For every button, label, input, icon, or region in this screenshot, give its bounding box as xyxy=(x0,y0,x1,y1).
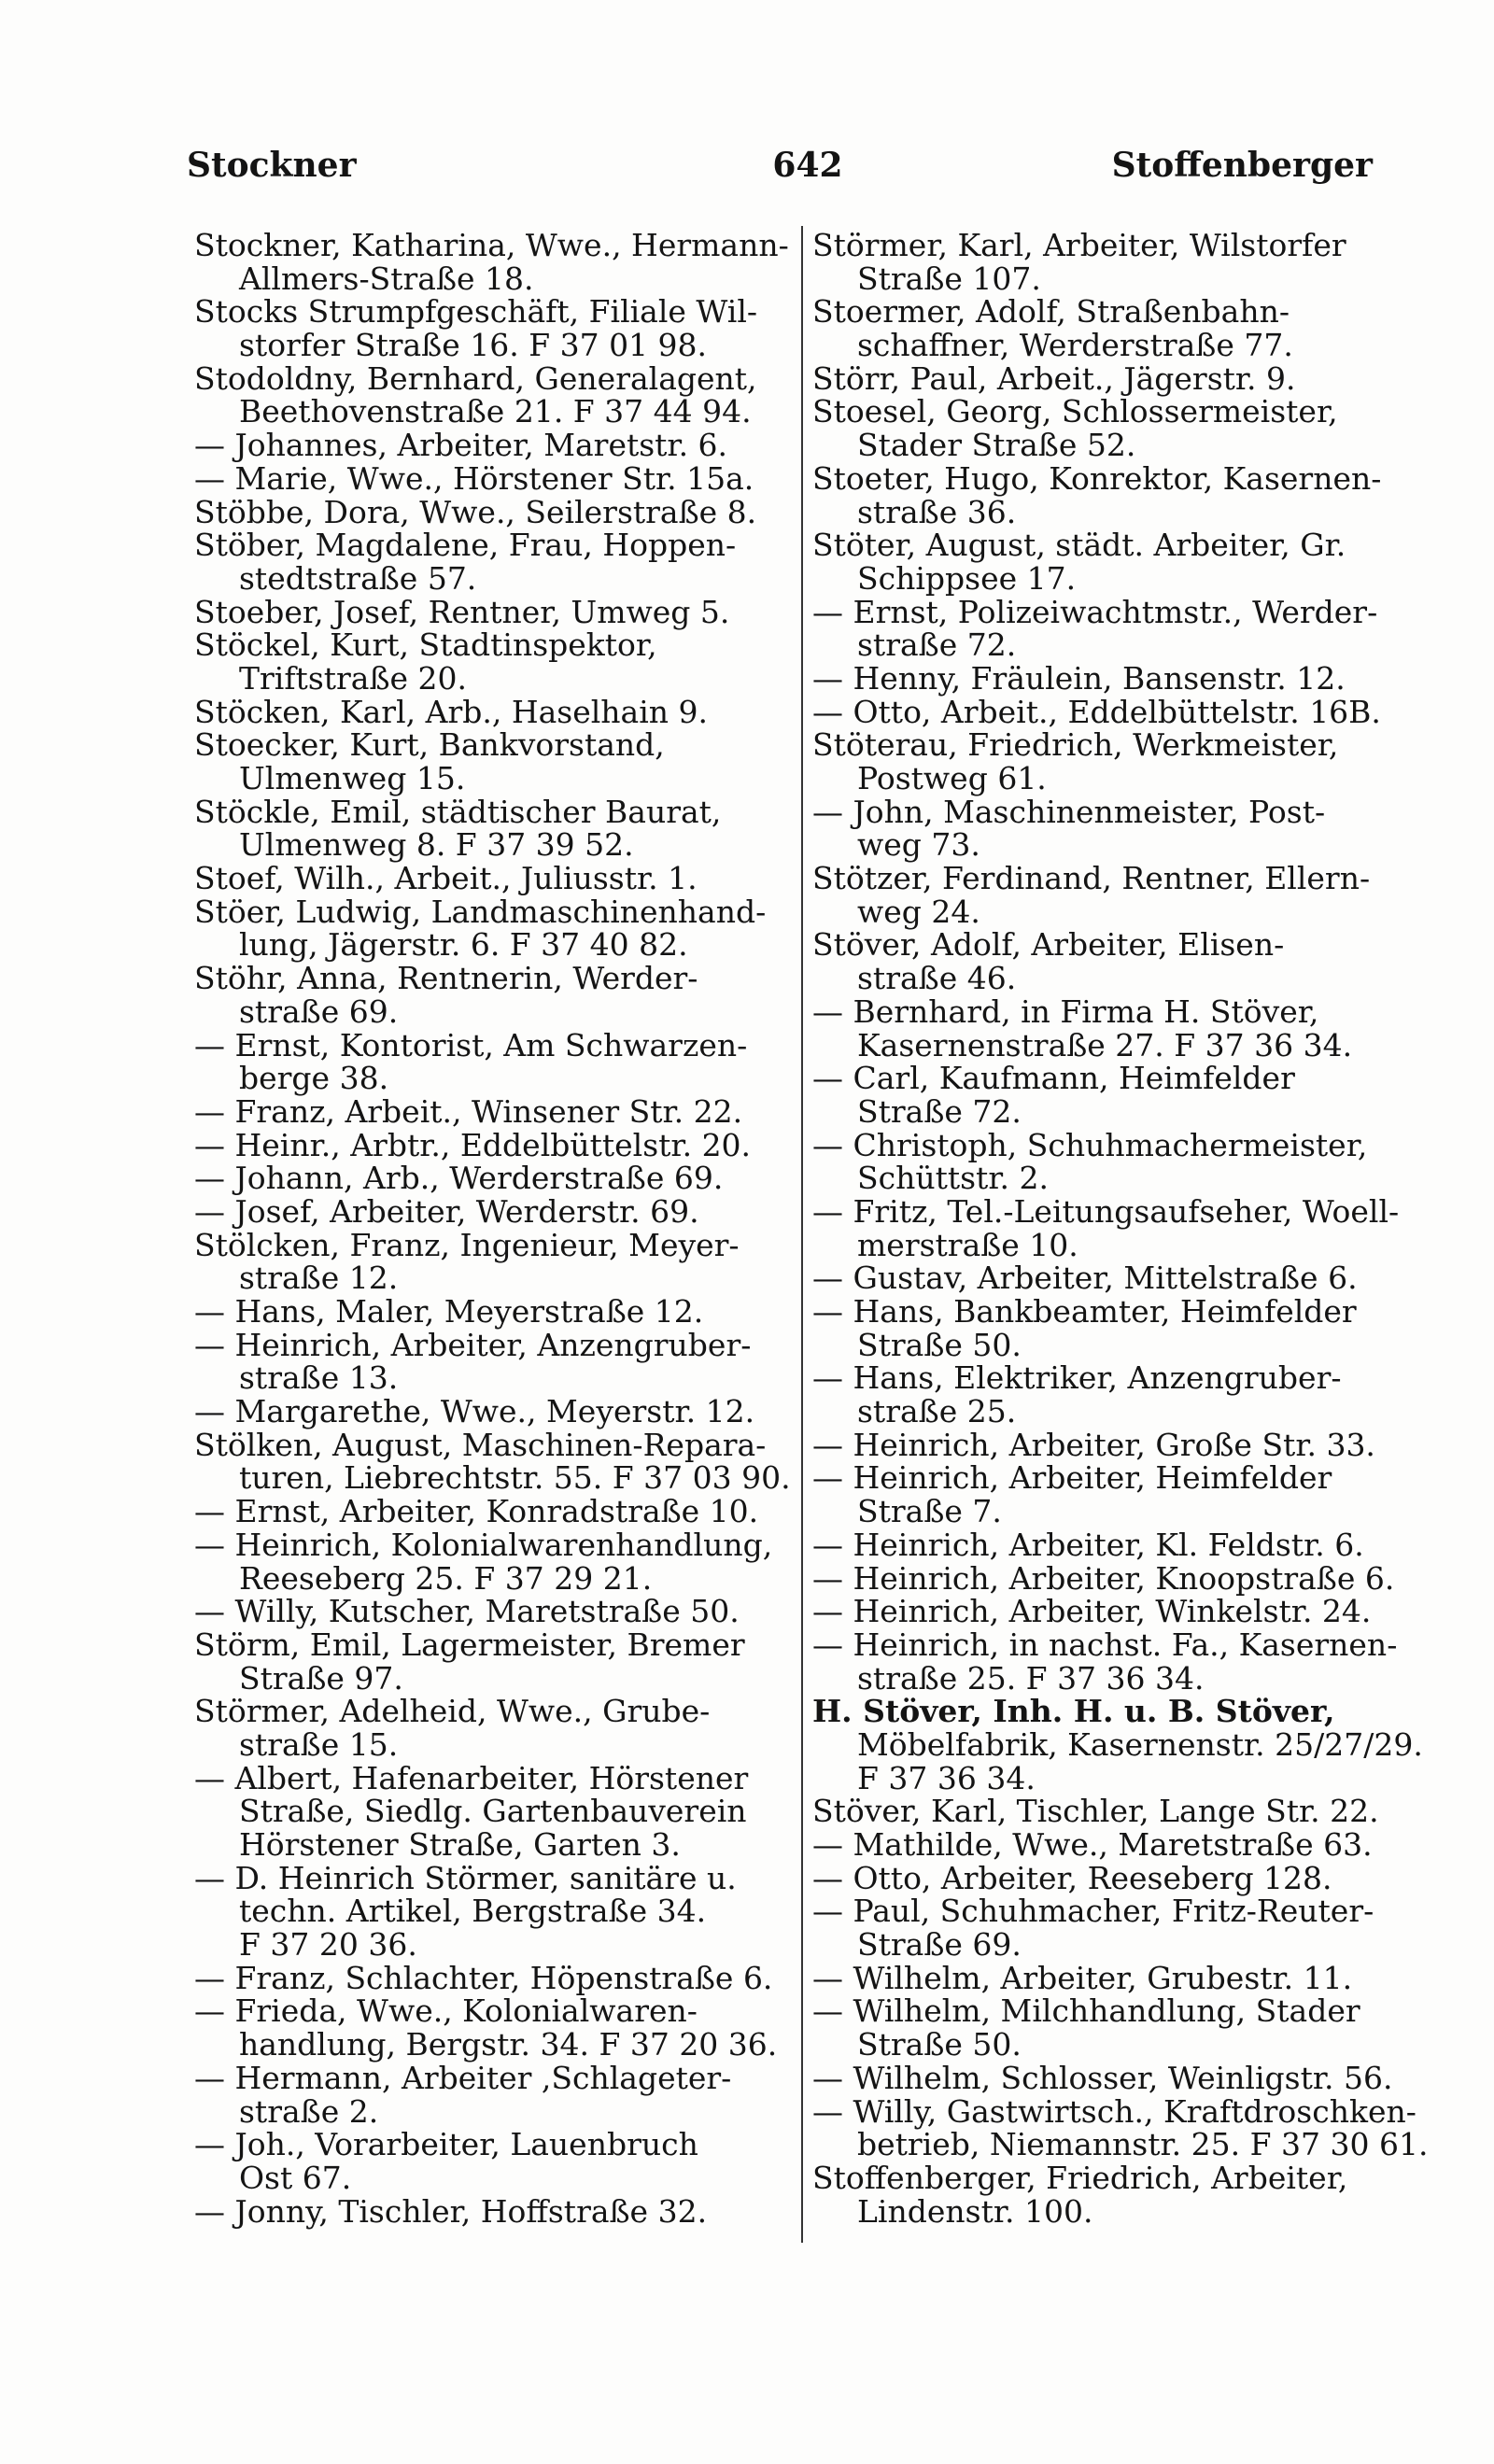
entry-continuation-line: Straße 72. xyxy=(857,1092,1022,1130)
entry-continuation-line: techn. Artikel, Bergstraße 34. xyxy=(239,1893,707,1930)
directory-entry-line: Stöbbe, Dora, Wwe., Seilerstraße 8. xyxy=(194,493,757,530)
entry-continuation-line: schaffner, Werderstraße 77. xyxy=(857,327,1293,364)
entry-continuation-line: straße 72. xyxy=(857,627,1017,664)
directory-entry-line: — Ernst, Polizeiwachtmstr., Werder- xyxy=(812,593,1378,630)
directory-entry-line: — Heinrich, Arbeiter, Winkelstr. 24. xyxy=(812,1593,1372,1630)
directory-entry-line: — Christoph, Schuhmachermeister, xyxy=(812,1126,1368,1163)
directory-entry-line: — John, Maschinenmeister, Post- xyxy=(812,793,1326,830)
directory-entry-line: — Bernhard, in Firma H. Stöver, xyxy=(812,993,1319,1030)
directory-entry-line: Stoeter, Hugo, Konrektor, Kasernen- xyxy=(812,459,1382,497)
entry-continuation-line: Ulmenweg 15. xyxy=(239,760,466,796)
entry-continuation-line: Stader Straße 52. xyxy=(857,427,1136,464)
entry-continuation-line: F 37 36 34. xyxy=(857,1759,1036,1796)
entry-continuation-line: turen, Liebrechtstr. 55. F 37 03 90. xyxy=(239,1459,791,1497)
directory-entry-line: — Joh., Vorarbeiter, Lauenbruch xyxy=(194,2126,698,2163)
directory-entry-line: — Heinrich, Arbeiter, Knoopstraße 6. xyxy=(812,1559,1395,1597)
directory-entry-line: — Hans, Bankbeamter, Heimfelder xyxy=(812,1293,1357,1330)
entry-continuation-line: Hörstener Straße, Garten 3. xyxy=(239,1826,681,1863)
directory-entry-line: — Hermann, Arbeiter ,Schlageter- xyxy=(194,2059,732,2096)
directory-entry-line: Stötzer, Ferdinand, Rentner, Ellern- xyxy=(812,860,1371,897)
directory-entry-line: Stöcken, Karl, Arb., Haselhain 9. xyxy=(194,693,708,730)
entry-continuation-line: Postweg 61. xyxy=(857,760,1047,796)
directory-entry-line: Stoef, Wilh., Arbeit., Juliusstr. 1. xyxy=(194,860,698,897)
directory-entry-line: — Wilhelm, Schlosser, Weinligstr. 56. xyxy=(812,2059,1393,2096)
directory-entry-line: — Hans, Elektriker, Anzengruber- xyxy=(812,1359,1342,1397)
directory-entry-line: Stoffenberger, Friedrich, Arbeiter, xyxy=(812,2159,1348,2196)
page-header xyxy=(187,138,1373,194)
directory-entry-line: Stöber, Magdalene, Frau, Hoppen- xyxy=(194,527,737,564)
directory-entry-line: H. Stöver, Inh. H. u. B. Stöver, xyxy=(812,1693,1335,1730)
entry-continuation-line: Möbelfabrik, Kasernenstr. 25/27/29. xyxy=(857,1725,1423,1763)
entry-continuation-line: Kasernenstraße 27. F 37 36 34. xyxy=(857,1026,1353,1063)
entry-continuation-line: Lindenstr. 100. xyxy=(857,2192,1093,2230)
entry-continuation-line: Straße 107. xyxy=(857,260,1041,297)
directory-entry-line: Stocks Strumpfgeschäft, Filiale Wil- xyxy=(194,293,758,331)
directory-entry-line: Stölcken, Franz, Ingenieur, Meyer- xyxy=(194,1226,740,1263)
directory-entry-line: — Heinrich, Arbeiter, Anzengruber- xyxy=(194,1326,752,1363)
entry-continuation-line: straße 36. xyxy=(857,493,1017,530)
entry-continuation-line: Schüttstr. 2. xyxy=(857,1160,1049,1197)
directory-entry-line: — Willy, Kutscher, Maretstraße 50. xyxy=(194,1593,740,1630)
directory-entry-line: — Ernst, Arbeiter, Konradstraße 10. xyxy=(194,1493,759,1530)
directory-entry-line: — Mathilde, Wwe., Maretstraße 63. xyxy=(812,1826,1373,1863)
directory-entry-line: — Paul, Schuhmacher, Fritz-Reuter- xyxy=(812,1893,1374,1930)
entry-continuation-line: Beethovenstraße 21. F 37 44 94. xyxy=(239,393,752,430)
entry-continuation-line: berge 38. xyxy=(239,1060,389,1097)
directory-entry-line: — Marie, Wwe., Hörstener Str. 15a. xyxy=(194,459,754,497)
directory-entry-line: — Heinrich, Arbeiter, Große Str. 33. xyxy=(812,1426,1375,1463)
directory-entry-line: — D. Heinrich Störmer, sanitäre u. xyxy=(194,1859,737,1896)
directory-entry-line: — Frieda, Wwe., Kolonialwaren- xyxy=(194,1992,698,2030)
directory-entry-line: — Johannes, Arbeiter, Maretstr. 6. xyxy=(194,427,728,464)
directory-entry-line: — Henny, Fräulein, Bansenstr. 12. xyxy=(812,659,1346,697)
entry-continuation-line: Straße 50. xyxy=(857,2026,1022,2063)
entry-continuation-line: F 37 20 36. xyxy=(239,1926,417,1964)
directory-entry-line: Störmer, Karl, Arbeiter, Wilstorfer xyxy=(812,227,1346,263)
directory-entry-line: — Heinr., Arbtr., Eddelbüttelstr. 20. xyxy=(194,1126,752,1163)
entry-continuation-line: straße 46. xyxy=(857,960,1017,997)
directory-entry-line: — Heinrich, Kolonialwarenhandlung, xyxy=(194,1526,773,1563)
directory-entry-line: Stöter, August, städt. Arbeiter, Gr. xyxy=(812,527,1346,564)
directory-entry-line: Stöver, Karl, Tischler, Lange Str. 22. xyxy=(812,1793,1379,1830)
entry-continuation-line: straße 15. xyxy=(239,1725,399,1763)
entry-continuation-line: Ulmenweg 8. F 37 39 52. xyxy=(239,826,634,864)
entry-continuation-line: lung, Jägerstr. 6. F 37 40 82. xyxy=(239,926,688,964)
directory-entry-line: Stöhr, Anna, Rentnerin, Werder- xyxy=(194,960,698,997)
right-column xyxy=(812,227,1429,2230)
directory-entry-line: Stöckel, Kurt, Stadtinspektor, xyxy=(194,627,657,664)
entry-continuation-line: Allmers-Straße 18. xyxy=(239,260,534,297)
entry-continuation-line: straße 69. xyxy=(239,993,399,1030)
directory-entry-line: Stoesel, Georg, Schlossermeister, xyxy=(812,393,1338,430)
column-divider xyxy=(801,226,803,2243)
directory-entry-line: — Willy, Gastwirtsch., Kraftdroschken- xyxy=(812,2092,1416,2130)
directory-entry-line: Störm, Emil, Lagermeister, Bremer xyxy=(194,1626,745,1663)
entry-continuation-line: Straße 69. xyxy=(857,1926,1022,1964)
directory-entry-line: Stölken, August, Maschinen-Repara- xyxy=(194,1426,767,1463)
directory-entry-line: Stoecker, Kurt, Bankvorstand, xyxy=(194,726,665,764)
directory-entry-line: — Heinrich, Arbeiter, Heimfelder xyxy=(812,1459,1332,1497)
entry-continuation-line: straße 25. F 37 36 34. xyxy=(857,1659,1205,1697)
directory-entry-line: — Margarethe, Wwe., Meyerstr. 12. xyxy=(194,1393,755,1430)
directory-entry-line: — Josef, Arbeiter, Werderstr. 69. xyxy=(194,1192,699,1230)
directory-entry-line: — Gustav, Arbeiter, Mittelstraße 6. xyxy=(812,1260,1358,1297)
directory-entry-line: — Carl, Kaufmann, Heimfelder xyxy=(812,1060,1295,1097)
directory-entry-line: — Johann, Arb., Werderstraße 69. xyxy=(194,1160,724,1197)
directory-entry-line: — Franz, Schlachter, Höpenstraße 6. xyxy=(194,1959,773,1996)
directory-entry-line: Stöer, Ludwig, Landmaschinenhand- xyxy=(194,893,767,930)
directory-entry-line: — Wilhelm, Milchhandlung, Stader xyxy=(812,1992,1360,2030)
entry-continuation-line: handlung, Bergstr. 34. F 37 20 36. xyxy=(239,2026,778,2063)
directory-entry-line: — Ernst, Kontorist, Am Schwarzen- xyxy=(194,1026,748,1063)
entry-continuation-line: weg 24. xyxy=(857,893,980,930)
directory-entry-line: Stoeber, Josef, Rentner, Umweg 5. xyxy=(194,593,730,630)
directory-entry-line: Stockner, Katharina, Wwe., Hermann- xyxy=(194,227,789,263)
page-number: 642 xyxy=(772,146,843,185)
entry-continuation-line: Straße 7. xyxy=(857,1493,1002,1530)
directory-entry-line: Stöver, Adolf, Arbeiter, Elisen- xyxy=(812,926,1285,964)
directory-entry-line: — Fritz, Tel.-Leitungsaufseher, Woell- xyxy=(812,1192,1400,1230)
directory-entry-line: — Heinrich, in nachst. Fa., Kasernen- xyxy=(812,1626,1398,1663)
left-column xyxy=(194,227,791,2230)
entry-continuation-line: stedtstraße 57. xyxy=(239,559,477,597)
entry-continuation-line: storfer Straße 16. F 37 01 98. xyxy=(239,327,708,364)
directory-entry-line: Stöckle, Emil, städtischer Baurat, xyxy=(194,793,722,830)
entry-continuation-line: straße 12. xyxy=(239,1260,399,1297)
header-right-catchword: Stoffenberger xyxy=(1111,146,1373,185)
directory-entry-line: — Albert, Hafenarbeiter, Hörstener xyxy=(194,1759,749,1796)
entry-continuation-line: Schippsee 17. xyxy=(857,559,1077,597)
entry-continuation-line: Reeseberg 25. F 37 29 21. xyxy=(239,1559,653,1597)
directory-entry-line: Stöterau, Friedrich, Werkmeister, xyxy=(812,726,1339,764)
entry-continuation-line: betrieb, Niemannstr. 25. F 37 30 61. xyxy=(857,2126,1429,2163)
entry-continuation-line: straße 13. xyxy=(239,1359,399,1397)
directory-entry-line: — Heinrich, Arbeiter, Kl. Feldstr. 6. xyxy=(812,1526,1364,1563)
directory-entry-line: — Jonny, Tischler, Hoffstraße 32. xyxy=(194,2192,708,2230)
directory-entry-line: — Wilhelm, Arbeiter, Grubestr. 11. xyxy=(812,1959,1353,1996)
entry-continuation-line: weg 73. xyxy=(857,826,980,864)
entry-continuation-line: Triftstraße 20. xyxy=(239,659,468,697)
directory-entry-line: Stodoldny, Bernhard, Generalagent, xyxy=(194,359,757,397)
directory-entry-line: Störmer, Adelheid, Wwe., Grube- xyxy=(194,1693,711,1730)
entry-continuation-line: straße 25. xyxy=(857,1393,1017,1430)
entry-continuation-line: merstraße 10. xyxy=(857,1226,1078,1263)
entry-continuation-line: Straße 97. xyxy=(239,1659,403,1697)
directory-entry-line: Störr, Paul, Arbeit., Jägerstr. 9. xyxy=(812,359,1296,397)
directory-entry-line: — Otto, Arbeiter, Reeseberg 128. xyxy=(812,1859,1332,1896)
directory-entry-line: — Hans, Maler, Meyerstraße 12. xyxy=(194,1293,704,1330)
entry-continuation-line: Straße, Siedlg. Gartenbauverein xyxy=(239,1793,747,1830)
directory-entry-line: — Otto, Arbeit., Eddelbüttelstr. 16B. xyxy=(812,693,1381,730)
entry-continuation-line: Straße 50. xyxy=(857,1326,1022,1363)
entry-continuation-line: straße 2. xyxy=(239,2092,379,2130)
entry-continuation-line: Ost 67. xyxy=(239,2159,352,2196)
header-left-catchword: Stockner xyxy=(187,146,357,185)
directory-entry-line: Stoermer, Adolf, Straßenbahn- xyxy=(812,293,1290,331)
directory-entry-line: — Franz, Arbeit., Winsener Str. 22. xyxy=(194,1092,743,1130)
